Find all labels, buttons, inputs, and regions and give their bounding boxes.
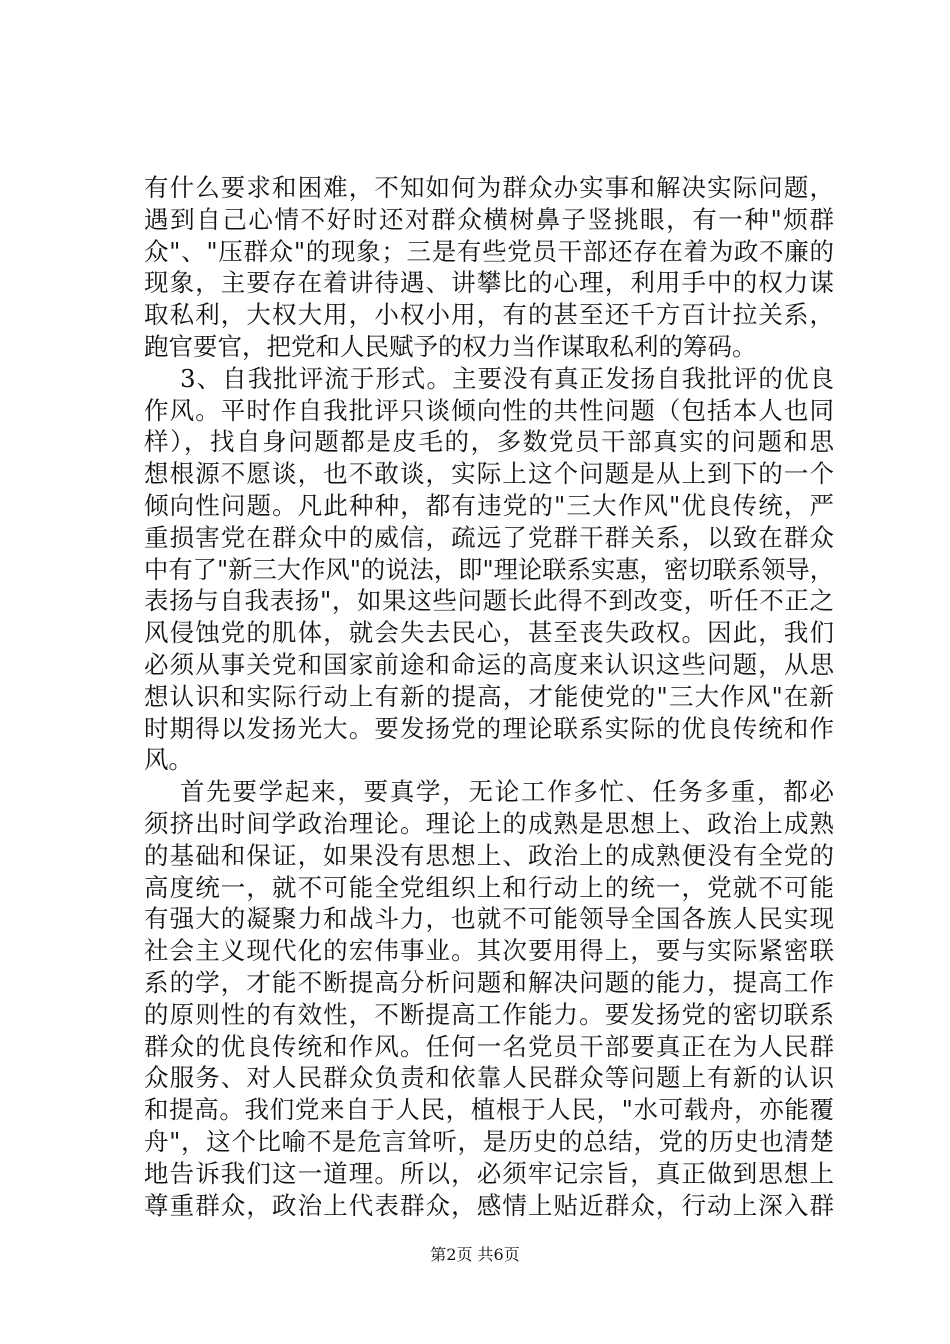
page-number-label: 第2页 共6页: [430, 1245, 520, 1264]
text-line: 风侵蚀党的肌体，就会失去民心，甚至丧失政权。因此，我们: [144, 618, 836, 648]
text-line: 风。: [144, 745, 193, 775]
text-line: 社会主义现代化的宏伟事业。其次要用得上，要与实际紧密联: [144, 936, 836, 966]
text-line: 尊重群众，政治上代表群众，感情上贴近群众，行动上深入群: [144, 1190, 836, 1220]
page-footer: [0, 1245, 950, 1265]
text-line: 舟"，这个比喻不是危言耸听，是历史的总结，党的历史也清楚: [144, 1126, 835, 1156]
text-line: 必须从事关党和国家前途和命运的高度来认识这些问题，从思: [144, 649, 836, 679]
text-line: 须挤出时间学政治理论。理论上的成熟是思想上、政治上成熟: [144, 808, 836, 838]
text-line: 高度统一，就不可能全党组织上和行动上的统一，党就不可能: [144, 872, 836, 902]
text-line: 想认识和实际行动上有新的提高，才能使党的"三大作风"在新: [144, 681, 836, 711]
text-line: 首先要学起来，要真学，无论工作多忙、任务多重，都必: [180, 777, 836, 807]
text-line: 地告诉我们这一道理。所以，必须牢记宗旨，真正做到思想上: [144, 1158, 836, 1188]
text-line: 作风。平时作自我批评只谈倾向性的共性问题（包括本人也同: [144, 395, 836, 425]
text-line: 有什么要求和困难，不知如何为群众办实事和解决实际问题，: [144, 173, 836, 202]
text-line: 时期得以发扬光大。要发扬党的理论联系实际的优良传统和作: [144, 713, 836, 743]
text-line: 的原则性的有效性，不断提高工作能力。要发扬党的密切联系: [144, 999, 836, 1029]
text-line: 中有了"新三大作风"的说法，即"理论联系实惠，密切联系领导，: [144, 554, 835, 584]
text-line: 现象，主要存在着讲待遇、讲攀比的心理，利用手中的权力谋: [144, 268, 836, 298]
text-line: 倾向性问题。凡此种种，都有违党的"三大作风"优良传统，严: [144, 490, 836, 520]
text-line: 和提高。我们党来自于人民，植根于人民，"水可载舟，亦能覆: [144, 1095, 835, 1125]
text-line: 遇到自己心情不好时还对群众横树鼻子竖挑眼，有一种"烦群: [144, 204, 836, 234]
text-line: 3、自我批评流于形式。主要没有真正发扬自我批评的优良: [180, 363, 836, 393]
text-line: 系的学，才能不断提高分析问题和解决问题的能力，提高工作: [144, 967, 836, 997]
text-line: 众服务、对人民群众负责和依靠人民群众等问题上有新的认识: [144, 1063, 836, 1093]
text-line: 群众的优良传统和作风。任何一名党员干部要真正在为人民群: [144, 1031, 836, 1061]
text-line: 的基础和保证，如果没有思想上、政治上的成熟便没有全党的: [144, 840, 836, 870]
text-line: 想根源不愿谈，也不敢谈，实际上这个问题是从上到下的一个: [144, 459, 836, 489]
text-line: 取私利，大权大用，小权小用，有的甚至还千方百计拉关系，: [144, 300, 836, 330]
text-line: 表扬与自我表扬"，如果这些问题长此得不到改变，听任不正之: [144, 586, 835, 616]
document-body: [144, 172, 834, 1221]
text-line: 有强大的凝聚力和战斗力，也就不可能领导全国各族人民实现: [144, 904, 836, 934]
text-line: 众"、"压群众"的现象；三是有些党员干部还存在着为政不廉的: [144, 236, 835, 266]
text-line: 跑官要官，把党和人民赋予的权力当作谋取私利的筹码。: [144, 331, 757, 361]
text-line: 重损害党在群众中的威信，疏远了党群干群关系，以致在群众: [144, 522, 836, 552]
text-line: 样），找自身问题都是皮毛的，多数党员干部真实的问题和思: [144, 427, 836, 457]
